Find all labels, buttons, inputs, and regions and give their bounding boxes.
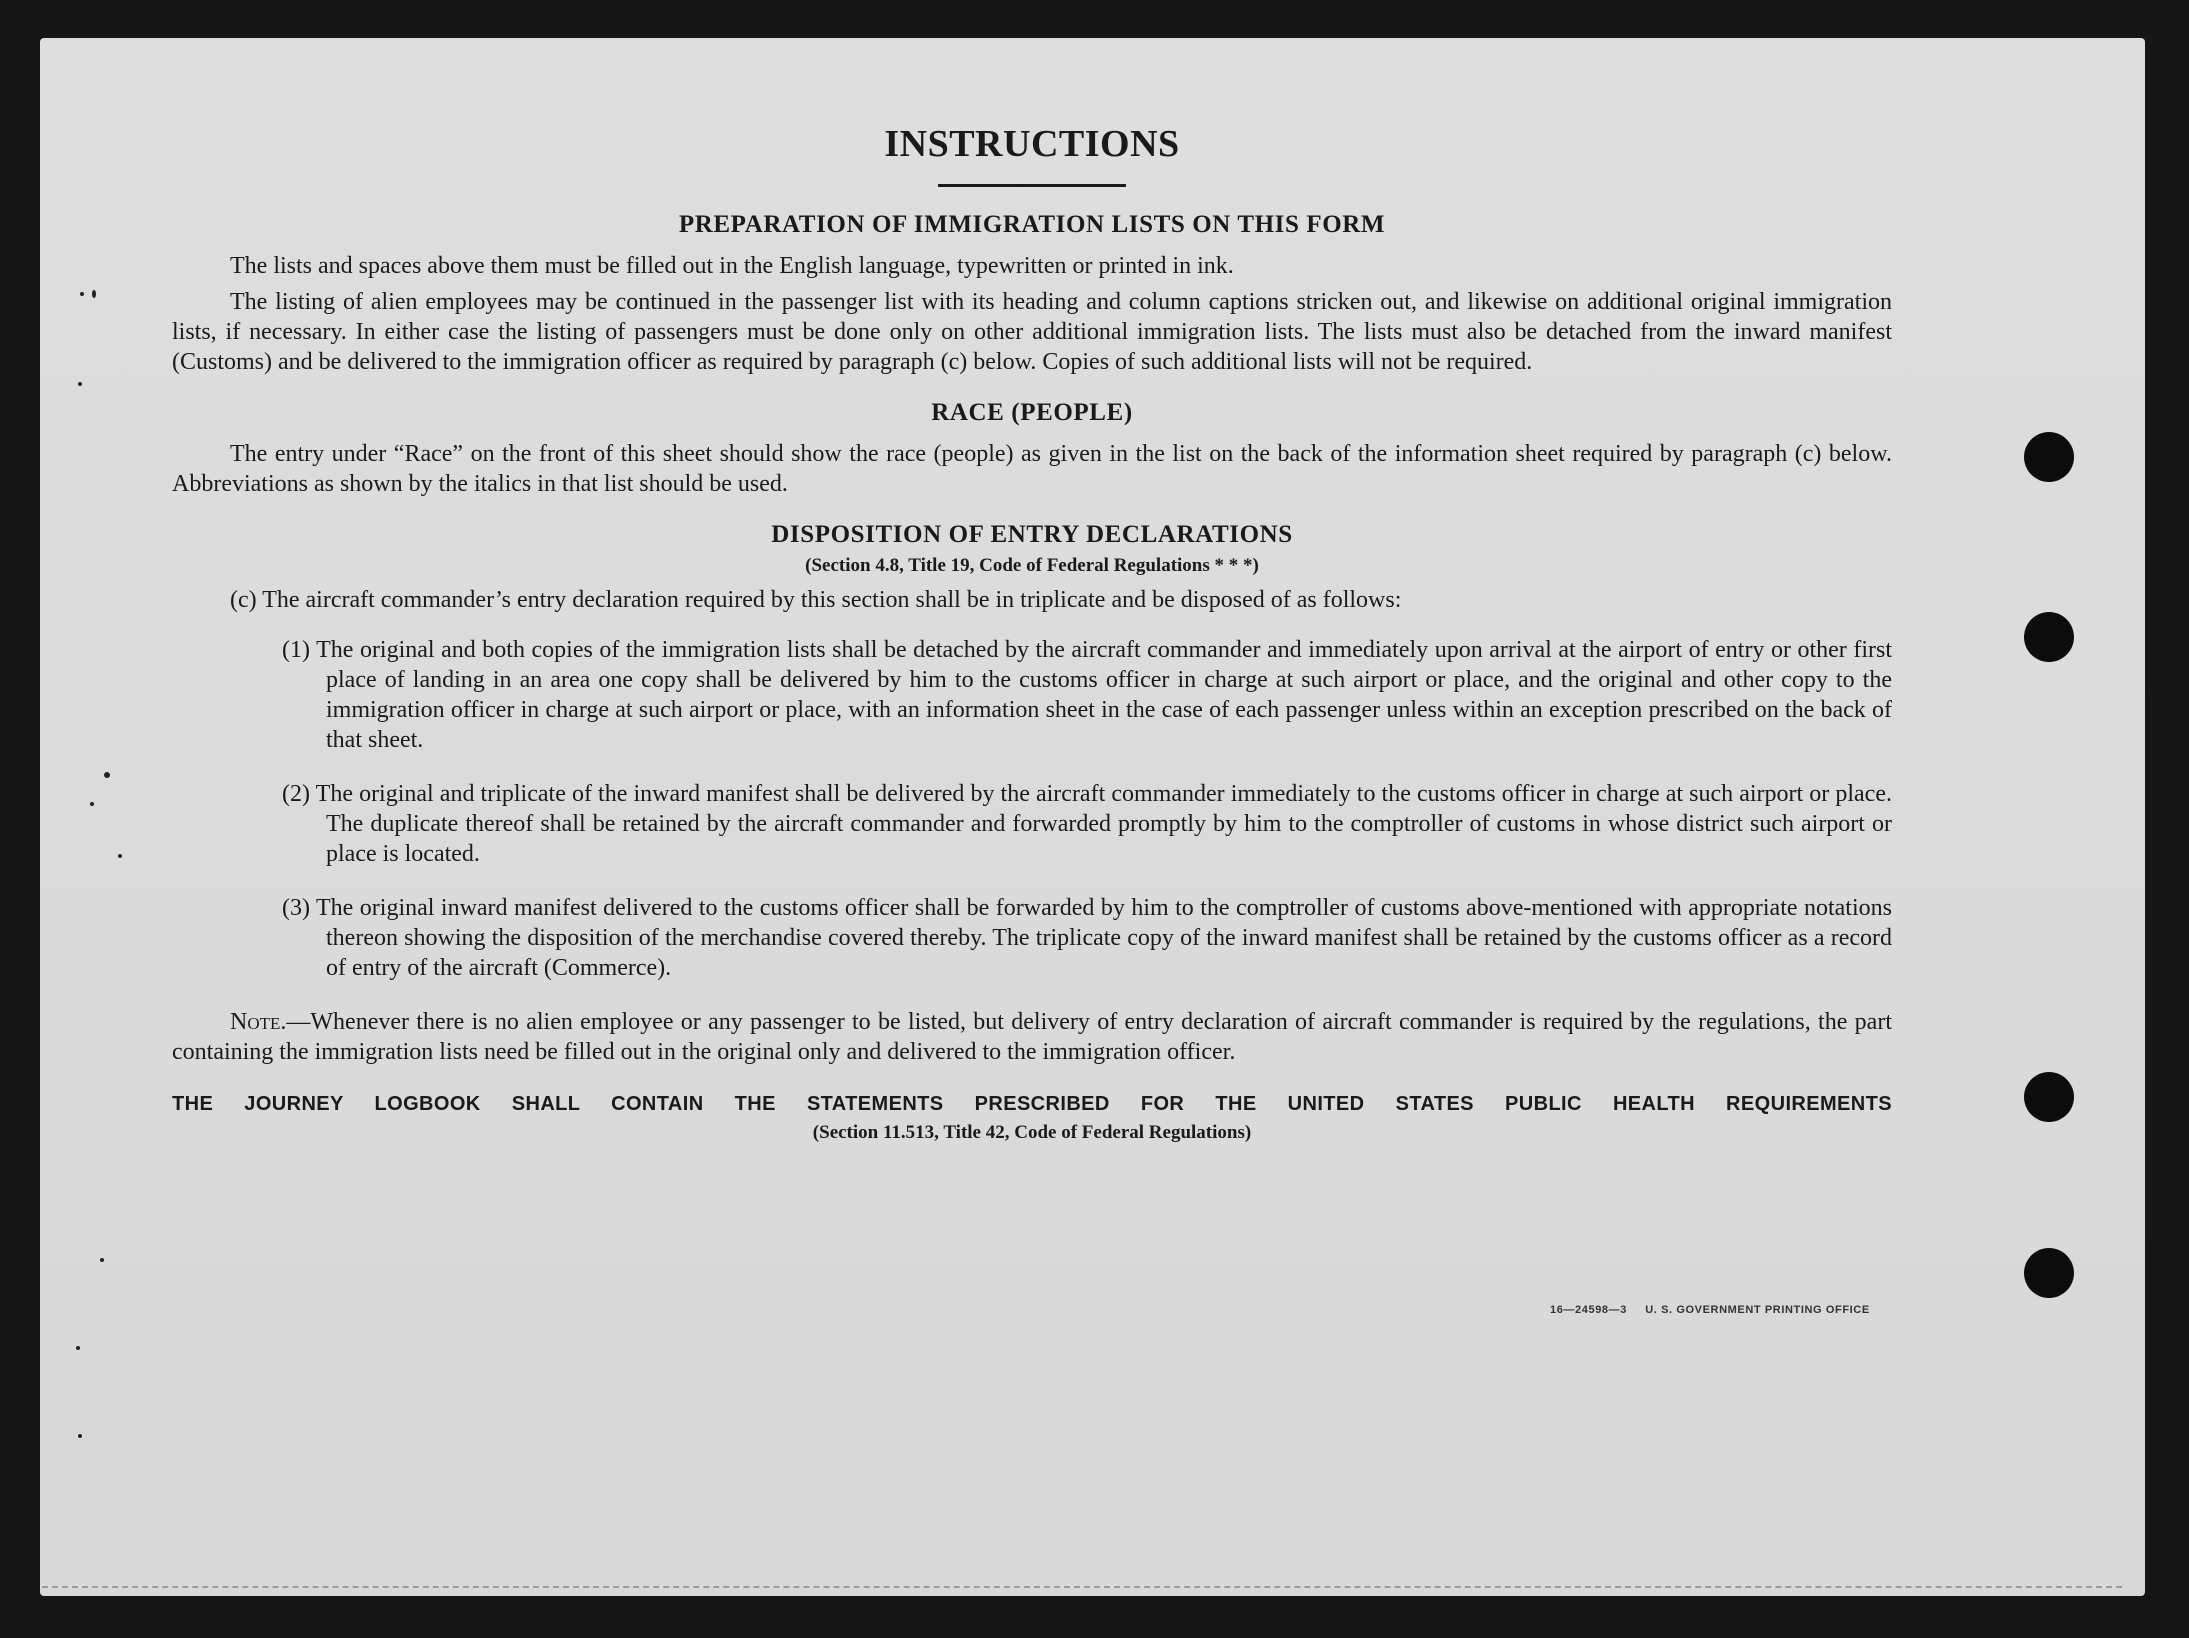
disposition-item-3 bbox=[282, 893, 1892, 983]
document-body bbox=[172, 78, 1892, 1152]
disposition-citation: (Section 4.8, Title 19, Code of Federal Regulations * * *) bbox=[805, 555, 1259, 576]
race-heading: RACE (PEOPLE) bbox=[931, 399, 1133, 426]
preparation-heading: PREPARATION OF IMMIGRATION LISTS ON THIS FORM bbox=[678, 211, 1386, 238]
note-paragraph bbox=[172, 1007, 1892, 1067]
disposition-intro: (c) The aircraft commander’s entry declaration required by this section shall be in triplicate and be disposed of as follows: bbox=[230, 587, 1402, 613]
margin-speck bbox=[92, 290, 96, 298]
margin-speck bbox=[104, 772, 110, 778]
margin-speck bbox=[118, 854, 122, 858]
public-health-statement: THE JOURNEY LOGBOOK SHALL CONTAIN THE STATEMENTS PRESCRIBED FOR THE UNITED STATES PUBLIC HEALTH REQUIREMENTS bbox=[172, 1093, 1892, 1115]
margin-speck bbox=[80, 292, 84, 296]
disposition-item-1 bbox=[282, 635, 1892, 755]
title-rule bbox=[938, 184, 1126, 187]
preparation-paragraph-2: The listing of alien employees may be continued in the passenger list with its heading and column captions stricken out, and likewise on additional original immigration lists, if necessary. In either case the listing of passengers must be done only on other additional immigration lists. The lists must also be detached from the inward manifest (Customs) and be delivered to the immigration officer as required by paragraph (c) below. Copies of such additional lists will not be required. bbox=[172, 289, 1892, 375]
race-paragraph: The entry under “Race” on the front of this sheet should show the race (people) as given in the list on the back of the information sheet required by paragraph (c) below. Abbreviations as shown by the italics in that list should be used. bbox=[172, 441, 1892, 497]
item-text: The original and both copies of the immigration lists shall be detached by the aircraft commander and immediately upon arrival at the airport of entry or other first place of landing in an area one copy shall be delivered by him to the customs officer in charge at such airport or place, and the original and other copy to the immigration officer in charge at such airport or place, with an information sheet in the case of each passenger unless within an exception prescribed on the back of that sheet. bbox=[316, 637, 1892, 753]
margin-speck bbox=[90, 802, 94, 806]
item-number: (3) bbox=[282, 895, 310, 921]
preparation-paragraph-1: The lists and spaces above them must be filled out in the English language, typewritten or printed in ink. bbox=[230, 253, 1234, 279]
punch-hole-1 bbox=[2024, 432, 2074, 482]
note-label: Note. bbox=[230, 1009, 287, 1035]
punch-hole-2 bbox=[2024, 612, 2074, 662]
printer-imprint bbox=[1550, 1304, 1870, 1316]
item-number: (2) bbox=[282, 781, 310, 807]
margin-speck bbox=[100, 1258, 104, 1262]
punch-hole-4 bbox=[2024, 1248, 2074, 1298]
punch-hole-3 bbox=[2024, 1072, 2074, 1122]
page-title: INSTRUCTIONS bbox=[884, 123, 1180, 165]
item-text: The original inward manifest delivered to the customs officer shall be forwarded by him to the comptroller of customs above-mentioned with appropriate notations thereon showing the disposition of the merchandise covered thereby. The triplicate copy of the inward manifest shall be retained by the customs officer as a record of entry of the aircraft (Commerce). bbox=[316, 895, 1892, 981]
disposition-heading: DISPOSITION OF ENTRY DECLARATIONS bbox=[771, 521, 1293, 548]
perforation-line bbox=[42, 1586, 2122, 1588]
margin-speck bbox=[76, 1346, 80, 1350]
disposition-item-2 bbox=[282, 779, 1892, 869]
printer-name: U. S. GOVERNMENT PRINTING OFFICE bbox=[1645, 1304, 1870, 1316]
item-number: (1) bbox=[282, 637, 310, 663]
margin-speck bbox=[78, 382, 82, 386]
item-text: The original and triplicate of the inward manifest shall be delivered by the aircraft commander immediately to the customs officer in charge at such airport or place. The duplicate thereof shall be retained by the aircraft commander and forwarded promptly by him to the comptroller of customs in whose district such airport or place is located. bbox=[315, 781, 1892, 867]
public-health-citation: (Section 11.513, Title 42, Code of Federal Regulations) bbox=[812, 1122, 1252, 1143]
margin-speck bbox=[78, 1434, 82, 1438]
form-number: 16—24598—3 bbox=[1550, 1304, 1627, 1316]
note-text: —Whenever there is no alien employee or any passenger to be listed, but delivery of entry declaration of aircraft commander is required by the regulations, the part containing the immigration lists need be filled out in the original only and delivered to the immigration officer. bbox=[172, 1009, 1892, 1065]
